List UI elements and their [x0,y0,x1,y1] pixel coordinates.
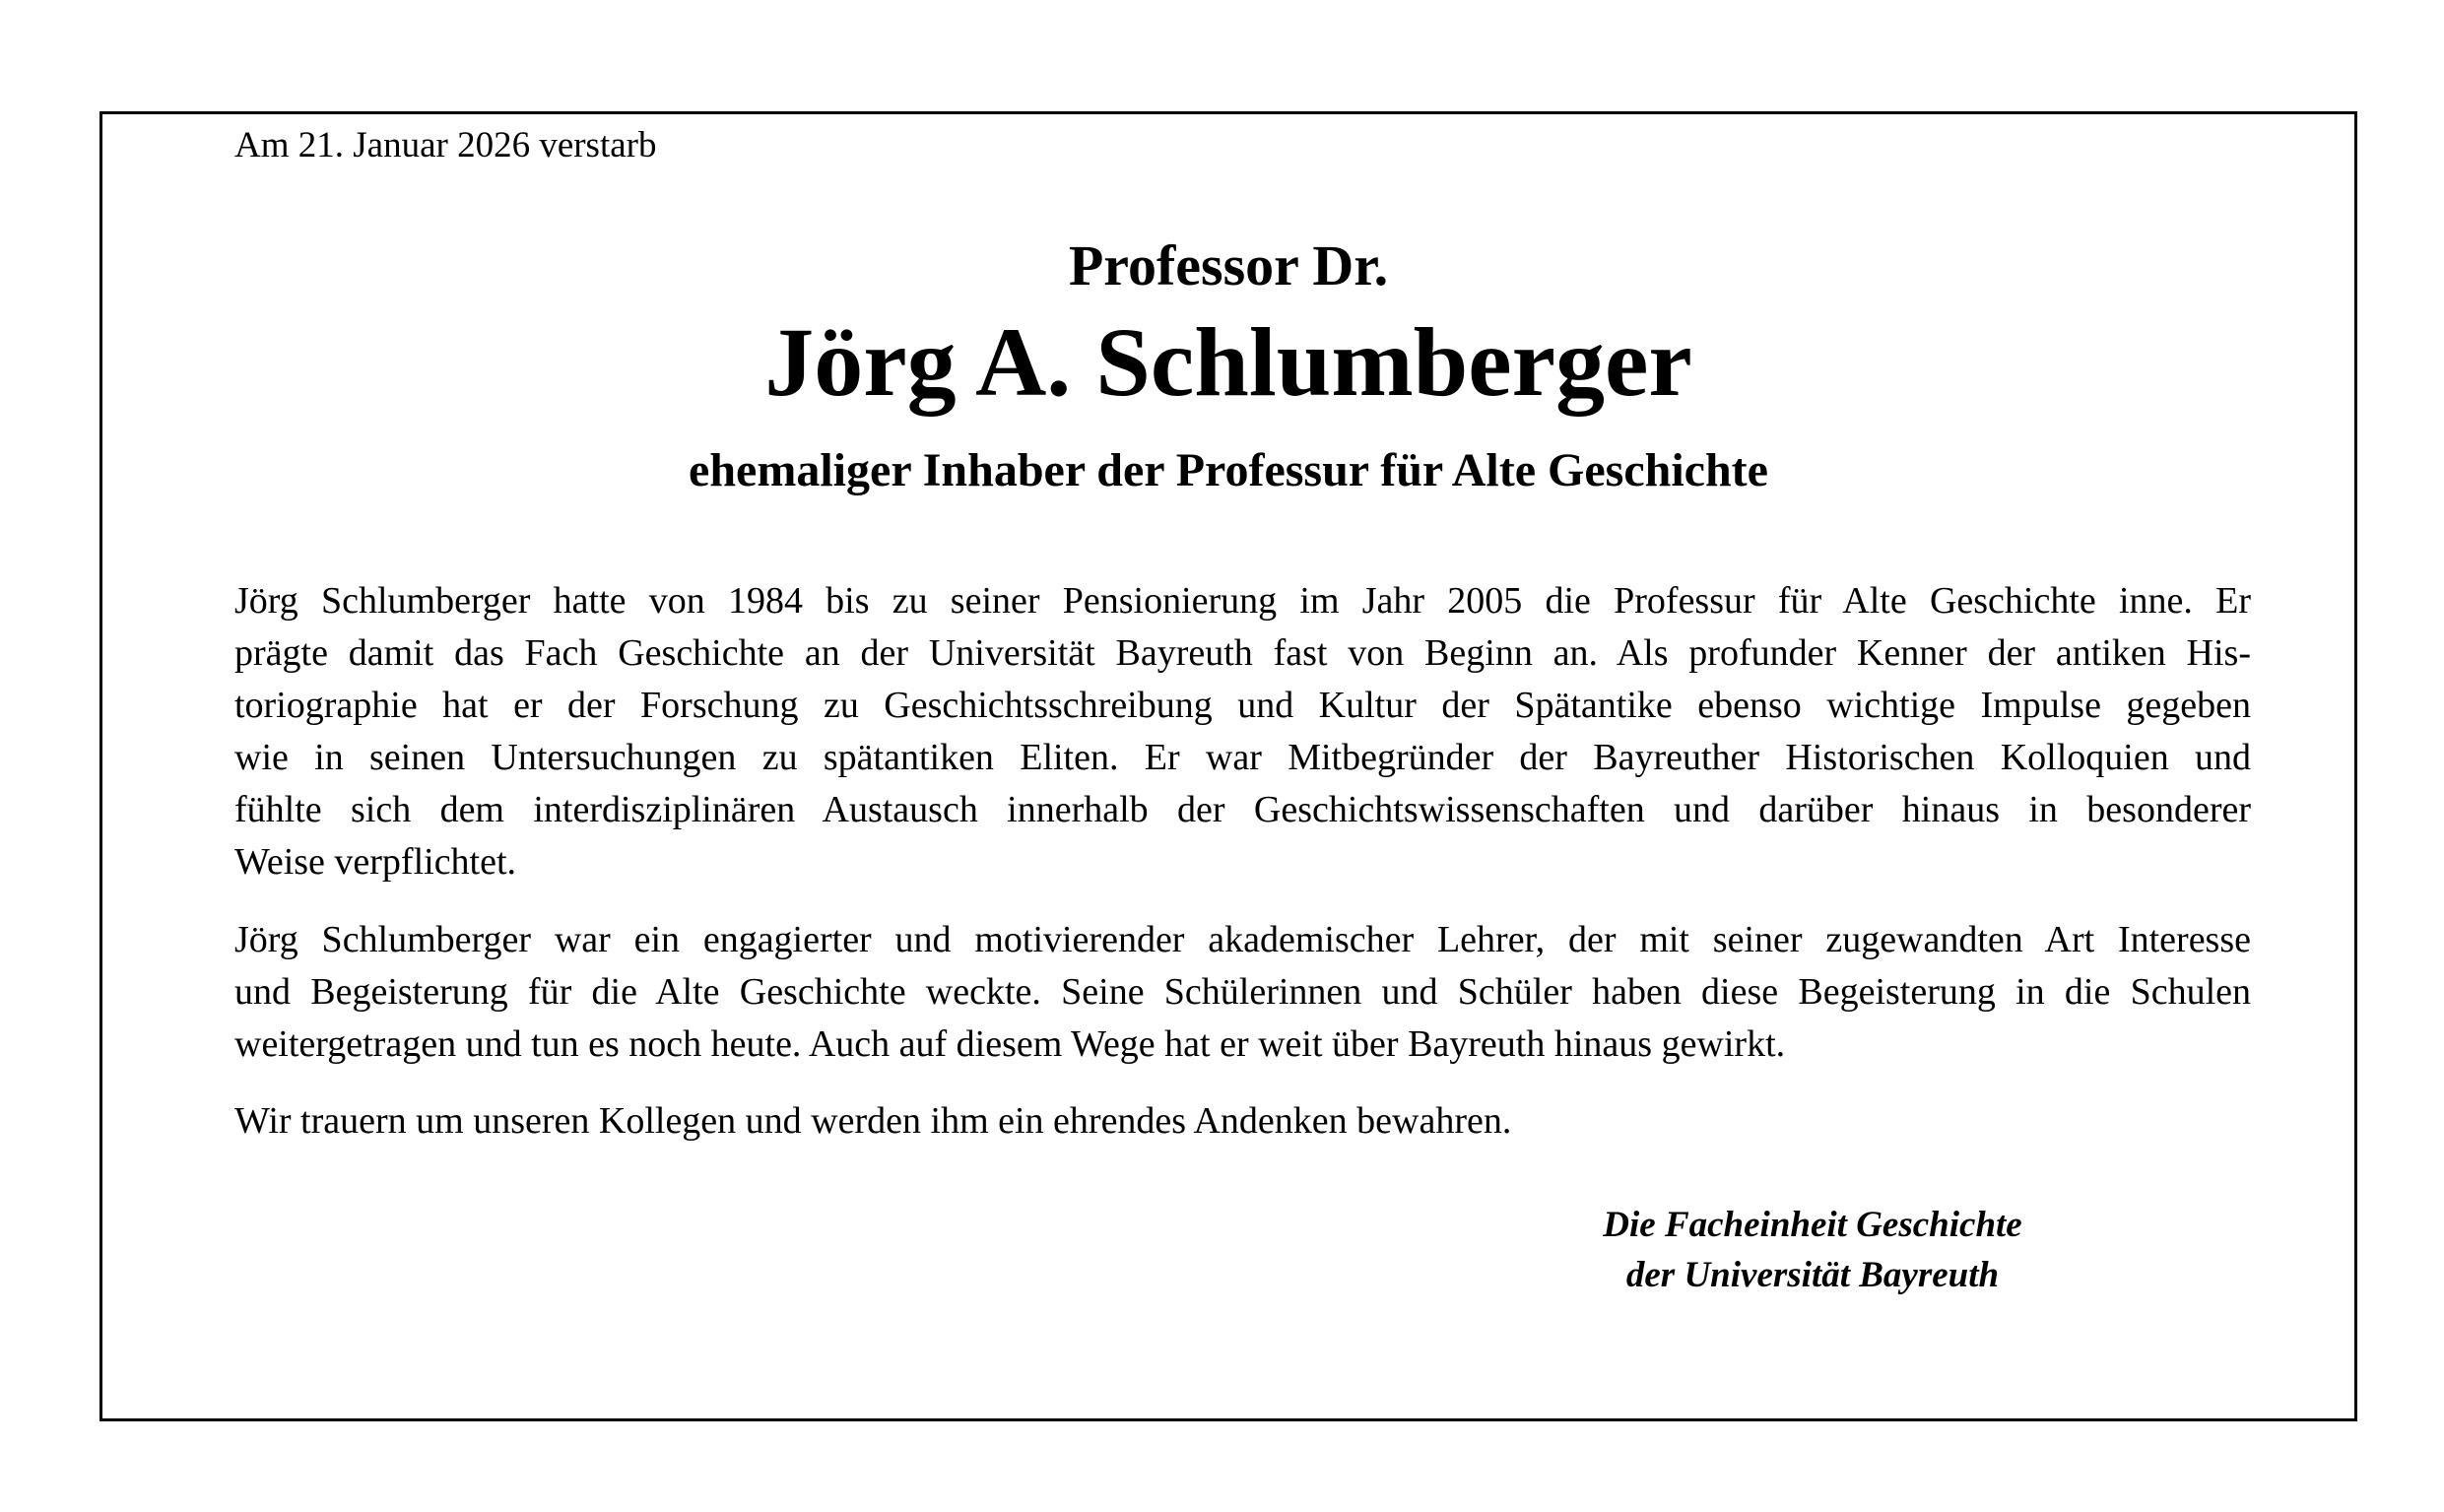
text-line: Jörg Schlumberger war ein engagierter und motivierender akademischer Lehrer, der mit seiner zugewandten Art Interesse [234,919,2251,960]
signature-line: der Universität Bayreuth [1625,1255,2000,1295]
date-line: Am 21. Januar 2026 verstarb [234,125,657,165]
text-line: prägte damit das Fach Geschichte an der Universität Bayreuth fast von Beginn an. Als profunder Kenner der antiken His- [234,632,2251,674]
text-line: toriographie hat er der Forschung zu Geschichtsschreibung und Kultur der Spätantike ebenso wichtige Impulse gegeben [234,685,2251,726]
text-line: weitergetragen und tun es noch heute. Auch auf diesem Wege hat er weit über Bayreuth hinaus gewirkt. [234,1023,1786,1065]
academic-title: Professor Dr. [1068,233,1389,297]
signature-line: Die Facheinheit Geschichte [1603,1205,2022,1245]
paragraph-teaching [234,914,2251,1071]
text-line: wie in seinen Untersuchungen zu spätantiken Eliten. Er war Mitbegründer der Bayreuther Historischen Kolloquien und [234,737,2251,778]
text-line: Wir trauern um unseren Kollegen und werden ihm ein ehrendes Andenken bewahren. [234,1100,1512,1142]
deceased-name: Jörg A. Schlumberger [764,307,1692,417]
signature [1478,1200,2147,1300]
text-line: Weise verpflichtet. [234,841,517,883]
text-line: Jörg Schlumberger hatte von 1984 bis zu seiner Pensionierung im Jahr 2005 die Professur für Alte Geschichte inne. Er [234,580,2251,622]
paragraph-career [234,575,2251,888]
text-line: und Begeisterung für die Alte Geschichte weckte. Seine Schülerinnen und Schüler haben diese Begeisterung in die Schulen [234,971,2251,1013]
paragraph-mourning [234,1095,2251,1148]
text-line: fühlte sich dem interdisziplinären Austausch innerhalb der Geschichtswissenschaften und darüber hinaus in besonderer [234,789,2251,830]
former-role: ehemaliger Inhaber der Professur für Alte Geschichte [689,444,1768,496]
